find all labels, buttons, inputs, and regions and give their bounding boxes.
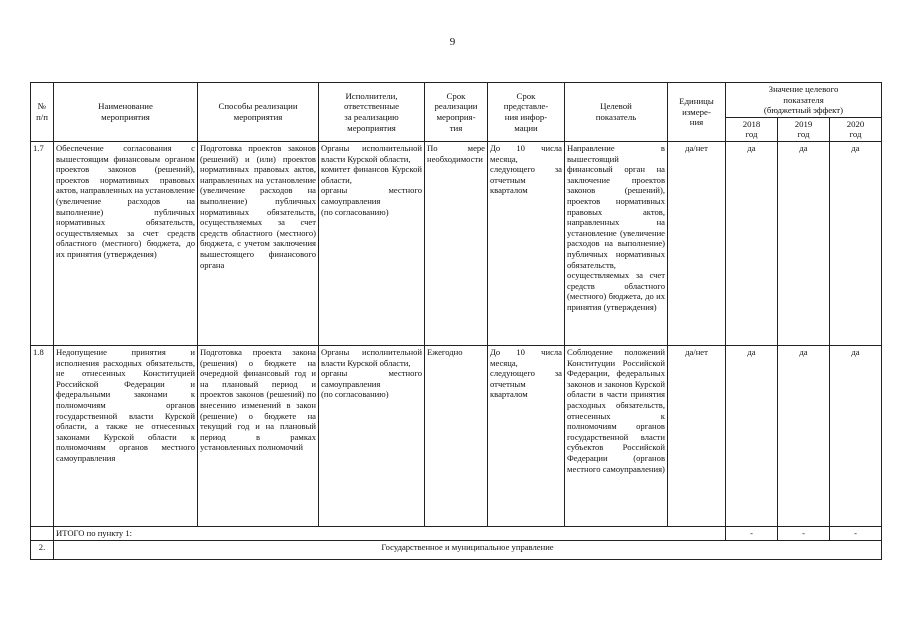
row-name: Обеспечение согласования с вышестоящим финансовым органом проектов законов (решений), проектов нормативных правовых актов, направленных на установление (увеличение расходов на выполнение) публичных нормативных обязательств, осуществляемых за счет средств областного (местного) бюджета, до их принятия (утверждения) <box>54 141 198 345</box>
row-units: да/нет <box>668 141 726 345</box>
table-row <box>31 345 882 526</box>
row-value-2018: да <box>726 345 778 526</box>
row-methods: Подготовка проекта закона (решения) о бюджете на очередной финансовый год и на плановый период и проектов законов (решений) по внесению изменений в закон (решение) о бюджете на текущий год и на плановый период в рамках установленных полномочий <box>198 345 319 526</box>
row-value-2020: да <box>830 141 882 345</box>
row-report: До 10 числа месяца, следующего за отчетным кварталом <box>488 345 565 526</box>
header-num: № п/п <box>31 83 54 142</box>
row-num: 1.8 <box>31 345 54 526</box>
header-report: Срок представле- ния инфор- мации <box>488 83 565 142</box>
total-value-2020: - <box>830 526 882 540</box>
row-value-2019: да <box>778 345 830 526</box>
header-year-2019: 2019 год <box>778 117 830 141</box>
total-num-cell <box>31 526 54 540</box>
header-methods: Способы реализации мероприятия <box>198 83 319 142</box>
row-units: да/нет <box>668 345 726 526</box>
header-value-group: Значение целевого показателя (бюджетный эффект) <box>726 83 882 118</box>
section-num: 2. <box>31 540 54 559</box>
row-term: Ежегодно <box>425 345 488 526</box>
row-executors: Органы исполнительной власти Курской области, комитет финансов Курской области, органы местного самоуправления (по согласованию) <box>319 141 425 345</box>
row-methods: Подготовка проектов законов (решений) и (или) проектов нормативных правовых актов, направленных на установление (увеличение расходов на выполнение) публичных нормативных обязательств, осуществляемых за счет средств областного (местного) бюджета, с учетом заключения вышестоящего финансового органа <box>198 141 319 345</box>
row-executors: Органы исполнительной власти Курской области, органы местного самоуправления (по согласованию) <box>319 345 425 526</box>
row-value-2020: да <box>830 345 882 526</box>
section-row <box>31 540 882 559</box>
row-value-2018: да <box>726 141 778 345</box>
row-target: Соблюдение положений Конституции Российской Федерации, федеральных законов и законов Курской области в части принятия расходных обязательств, отнесенных к полномочиям органов государственной власти субъектов Российской Федерации (органов местного самоуправления) <box>565 345 668 526</box>
row-num: 1.7 <box>31 141 54 345</box>
total-value-2018: - <box>726 526 778 540</box>
page-number: 9 <box>449 36 456 48</box>
total-label: ИТОГО по пункту 1: <box>54 526 726 540</box>
measures-table <box>30 82 882 560</box>
section-title: Государственное и муниципальное управление <box>54 540 882 559</box>
header-target: Целевой показатель <box>565 83 668 142</box>
header-units: Единицы измере- ния <box>668 83 726 142</box>
row-value-2019: да <box>778 141 830 345</box>
row-report: До 10 числа месяца, следующего за отчетным кварталом <box>488 141 565 345</box>
row-target: Направление в вышестоящий финансовый орган на заключение проектов законов (решений), проектов нормативных правовых актов, направленных на установление (увеличение расходов на выполнение) публичных нормативных обязательств, осуществляемых за счет средств областного (местного) бюджета, до их принятия (утверждения) <box>565 141 668 345</box>
header-year-2020: 2020 год <box>830 117 882 141</box>
header-year-2018: 2018 год <box>726 117 778 141</box>
header-executors: Исполнители, ответственные за реализацию мероприятия <box>319 83 425 142</box>
header-term: Срок реализации мероприя- тия <box>425 83 488 142</box>
header-name: Наименование мероприятия <box>54 83 198 142</box>
row-term: По мере необходимости <box>425 141 488 345</box>
table-row <box>31 141 882 345</box>
total-row <box>31 526 882 540</box>
total-value-2019: - <box>778 526 830 540</box>
row-name: Недопущение принятия и исполнения расходных обязательств, не отнесенных Конституцией Российской Федерации и федеральными законами к полномочиям органов государственной власти Курской области, а также не отнесенных законами Курской области к полномочиям органов местного самоуправления <box>54 345 198 526</box>
